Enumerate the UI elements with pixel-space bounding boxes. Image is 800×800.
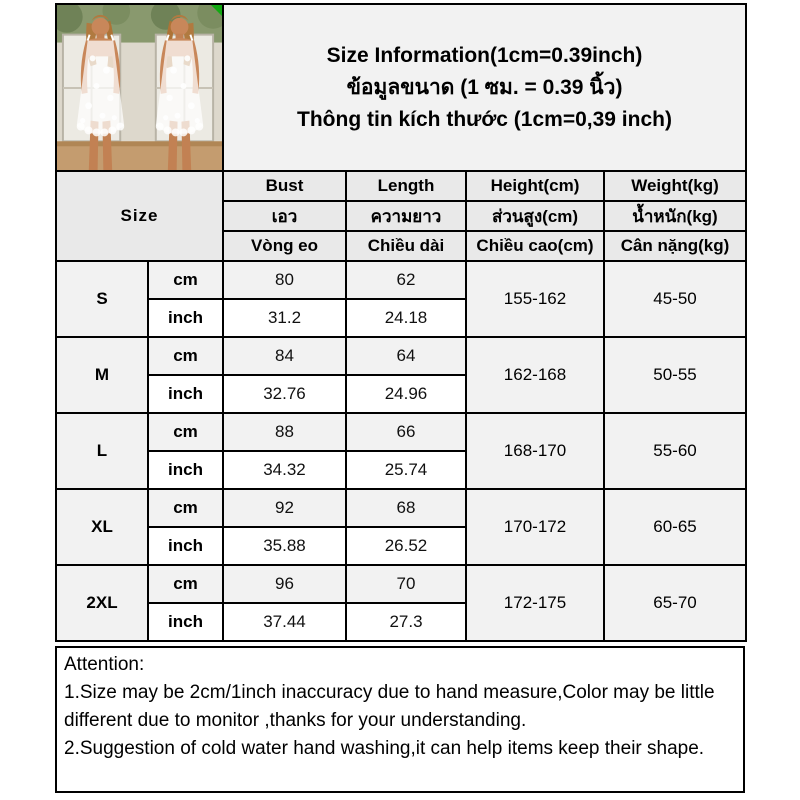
size-cell-m: M: [56, 337, 148, 413]
product-photo-cell: [56, 4, 223, 171]
size-cell-l: L: [56, 413, 148, 489]
bust-cm-value: 88: [223, 413, 346, 451]
height-range-value: 172-175: [466, 565, 604, 641]
size-header: Size: [56, 171, 223, 261]
title-english: Size Information(1cm=0.39inch): [326, 43, 643, 67]
height-range-value: 155-162: [466, 261, 604, 337]
weight-range-value: 55-60: [604, 413, 746, 489]
col-header-weight-vi: Cân nặng(kg): [604, 231, 746, 261]
col-header-bust-vi: Vòng eo: [223, 231, 346, 261]
bust-inch-value: 35.88: [223, 527, 346, 565]
bust-inch-value: 32.76: [223, 375, 346, 413]
length-cm-value: 64: [346, 337, 466, 375]
col-header-length-en: Length: [346, 171, 466, 201]
size-cell-2xl: 2XL: [56, 565, 148, 641]
bust-inch-value: 34.32: [223, 451, 346, 489]
unit-label-cm: cm: [148, 489, 223, 527]
unit-label-cm: cm: [148, 413, 223, 451]
col-header-bust-en: Bust: [223, 171, 346, 201]
bust-inch-value: 37.44: [223, 603, 346, 641]
col-header-length-vi: Chiều dài: [346, 231, 466, 261]
title-vietnamese: Thông tin kích thước (1cm=0,39 inch): [297, 107, 672, 131]
col-header-bust-th: เอว: [223, 201, 346, 231]
bust-cm-value: 96: [223, 565, 346, 603]
length-cm-value: 62: [346, 261, 466, 299]
bust-cm-value: 84: [223, 337, 346, 375]
unit-label-cm: cm: [148, 337, 223, 375]
col-header-weight-en: Weight(kg): [604, 171, 746, 201]
length-cm-value: 68: [346, 489, 466, 527]
size-table: [55, 3, 747, 642]
height-range-value: 170-172: [466, 489, 604, 565]
attention-line-1: 1.Size may be 2cm/1inch inaccuracy due to hand measure,Color may be little different due to monitor ,thanks for your understanding.: [64, 682, 715, 731]
unit-label-inch: inch: [148, 451, 223, 489]
weight-range-value: 65-70: [604, 565, 746, 641]
length-inch-value: 24.96: [346, 375, 466, 413]
title-cell: [223, 4, 746, 171]
size-cell-xl: XL: [56, 489, 148, 565]
unit-label-inch: inch: [148, 603, 223, 641]
weight-range-value: 45-50: [604, 261, 746, 337]
attention-line-2: 2.Suggestion of cold water hand washing,it can help items keep their shape.: [64, 738, 705, 759]
attention-heading: Attention:: [64, 654, 145, 675]
col-header-length-th: ความยาว: [346, 201, 466, 231]
unit-label-cm: cm: [148, 261, 223, 299]
col-header-weight-th: น้ำหนัก(kg): [604, 201, 746, 231]
length-inch-value: 27.3: [346, 603, 466, 641]
unit-label-cm: cm: [148, 565, 223, 603]
bust-cm-value: 92: [223, 489, 346, 527]
unit-label-inch: inch: [148, 375, 223, 413]
col-header-height-vi: Chiều cao(cm): [466, 231, 604, 261]
comment-marker-icon: [211, 5, 222, 16]
attention-note: [55, 646, 745, 793]
col-header-height-en: Height(cm): [466, 171, 604, 201]
weight-range-value: 50-55: [604, 337, 746, 413]
size-cell-s: S: [56, 261, 148, 337]
weight-range-value: 60-65: [604, 489, 746, 565]
length-inch-value: 26.52: [346, 527, 466, 565]
bust-cm-value: 80: [223, 261, 346, 299]
length-inch-value: 24.18: [346, 299, 466, 337]
bust-inch-value: 31.2: [223, 299, 346, 337]
height-range-value: 168-170: [466, 413, 604, 489]
height-range-value: 162-168: [466, 337, 604, 413]
title-thai: ข้อมูลขนาด (1 ซม. = 0.39 นิ้ว): [346, 75, 623, 99]
length-cm-value: 66: [346, 413, 466, 451]
unit-label-inch: inch: [148, 527, 223, 565]
product-photo: [57, 5, 222, 170]
size-chart-sheet: [55, 3, 747, 642]
length-cm-value: 70: [346, 565, 466, 603]
col-header-height-th: ส่วนสูง(cm): [466, 201, 604, 231]
unit-label-inch: inch: [148, 299, 223, 337]
length-inch-value: 25.74: [346, 451, 466, 489]
